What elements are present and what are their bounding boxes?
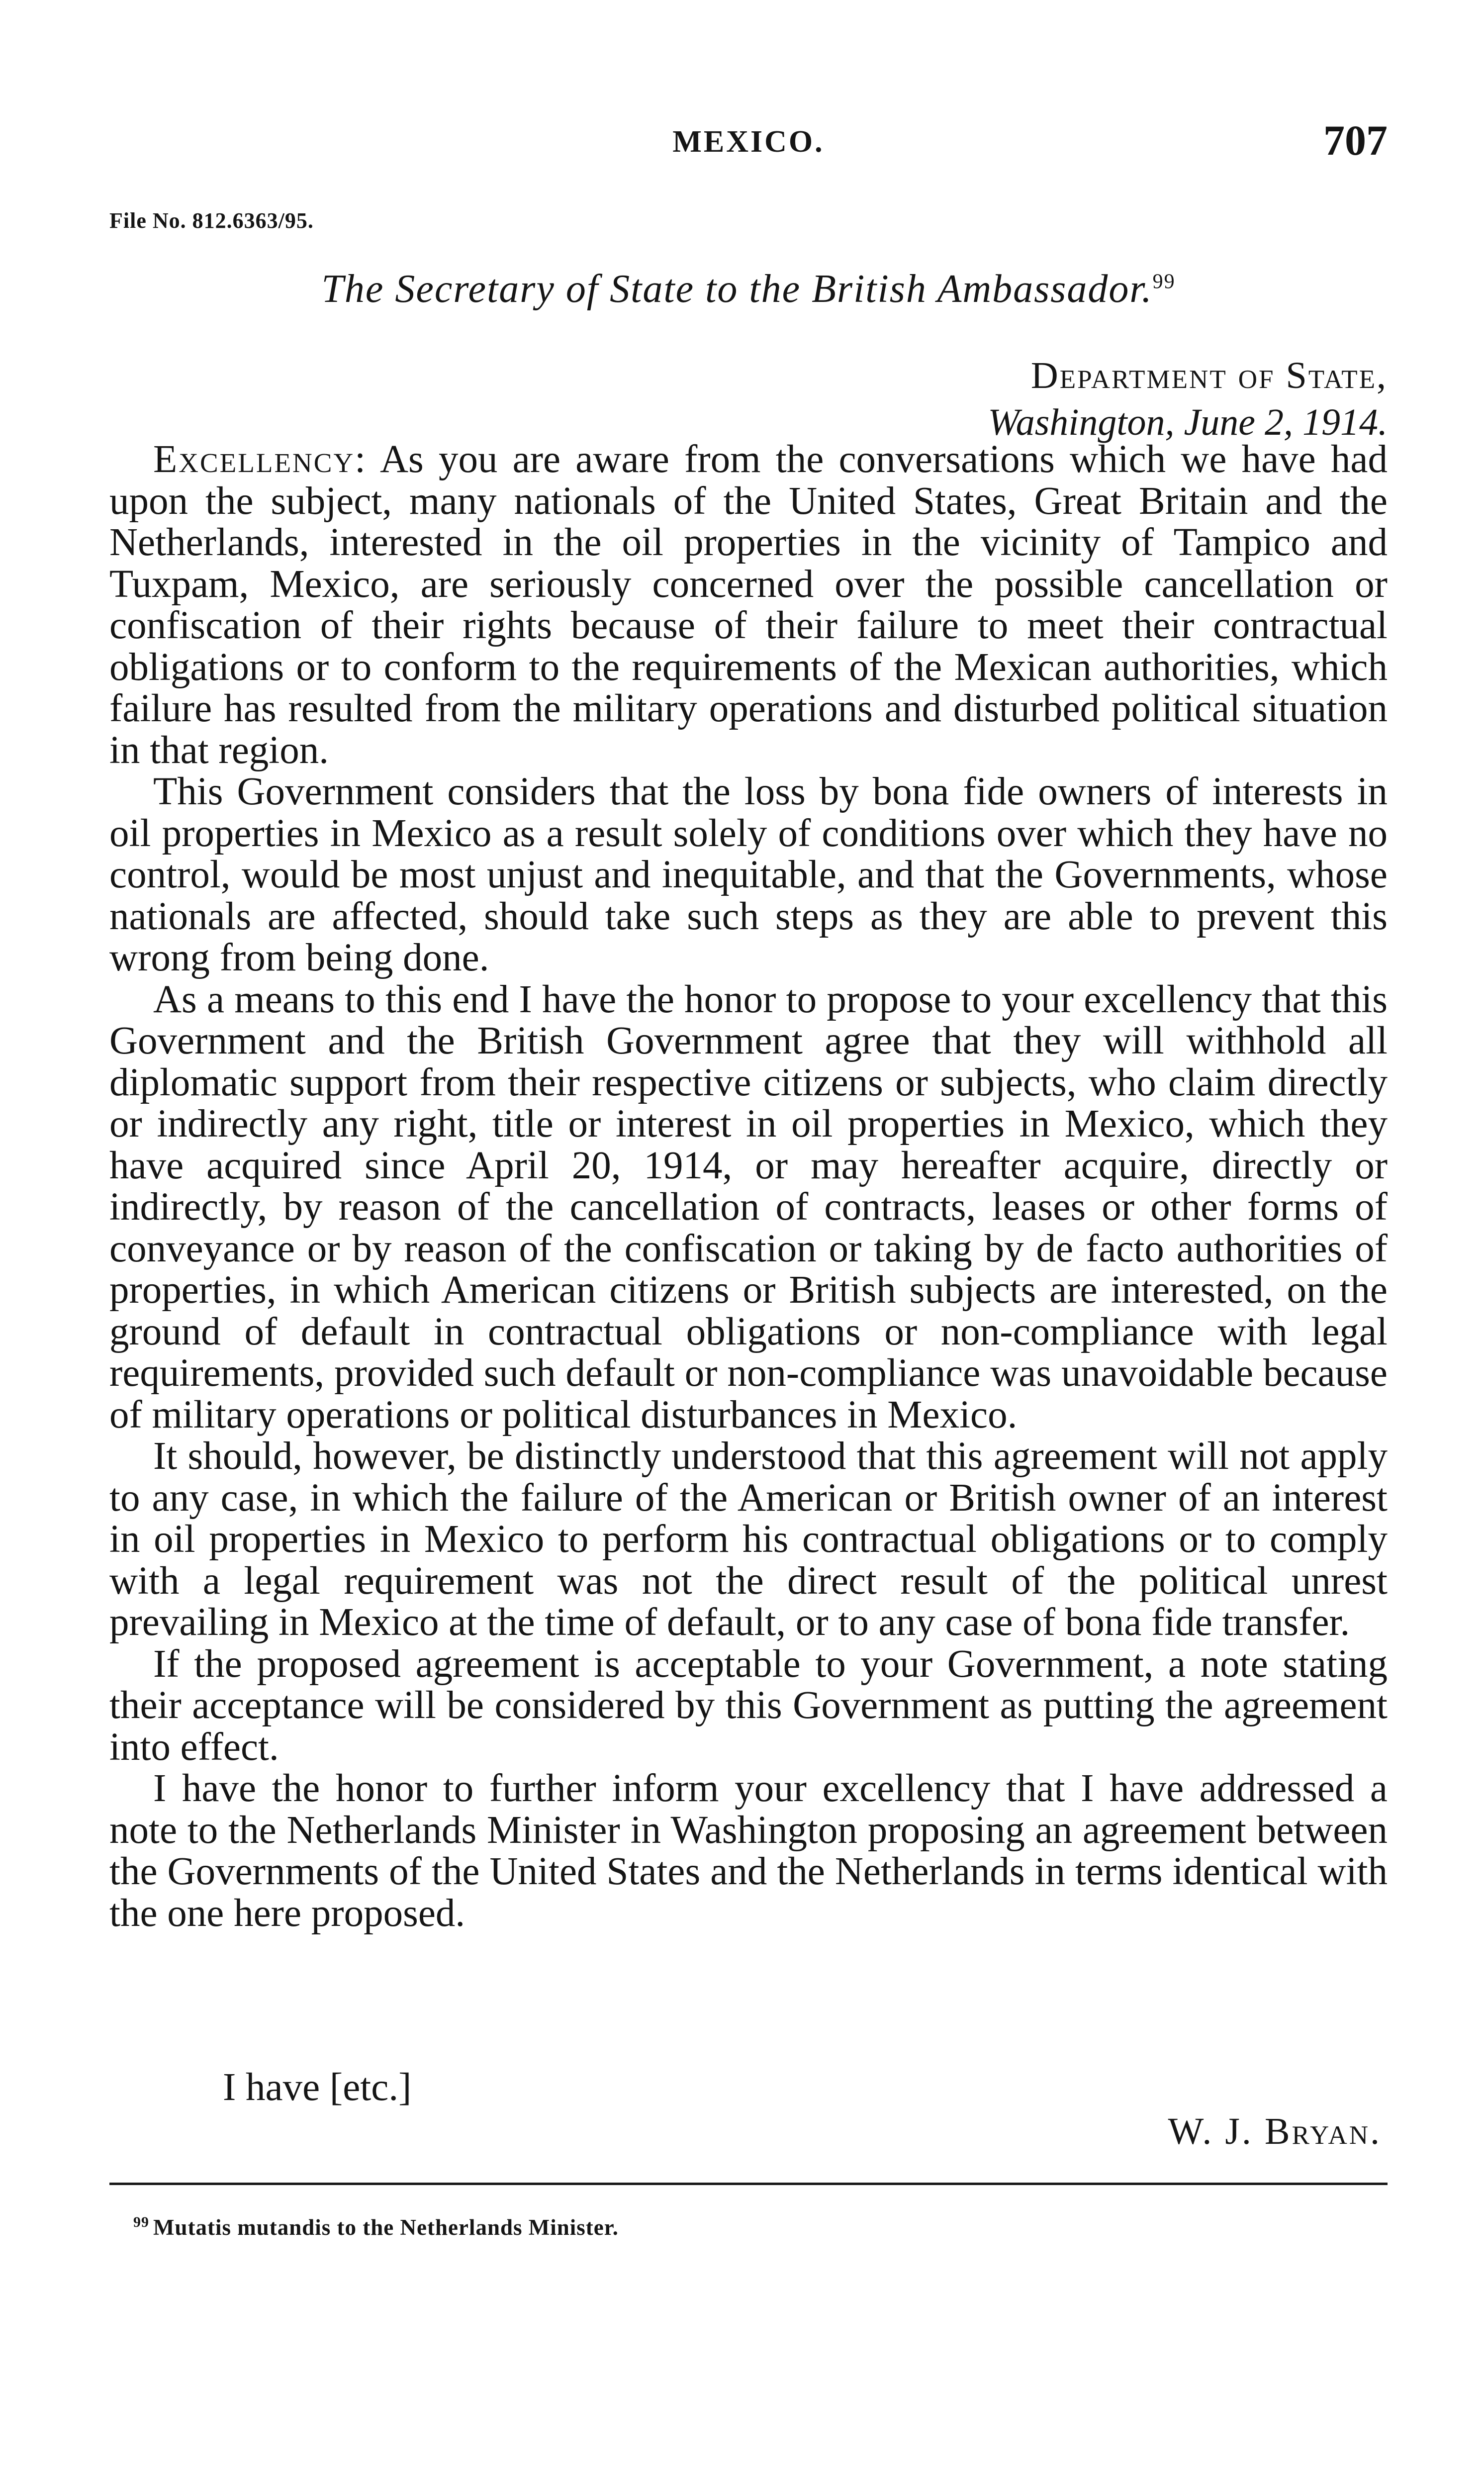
letter-paragraph-5: If the proposed agreement is acceptable to your Government, a note stating their acceptance will be considered by this Government as putting the agreement into effect. — [109, 1642, 1388, 1769]
signature: W. J. Bryan. — [1168, 2110, 1382, 2152]
footnote-divider — [109, 2183, 1388, 2185]
page-number: 707 — [1323, 116, 1388, 164]
document-title-text: The Secretary of State to the British Ambassador. — [321, 267, 1153, 311]
letter-paragraph-4: It should, however, be distinctly understood that this agreement will not apply to any case, in which the failure of the American or British owner of an interest in oil properties in Mexico to perform his contractual obligations or to comply with a legal requirement was not the direct result of the political unrest prevailing in Mexico at the time of default, or to any case of bona fide transfer. — [109, 1435, 1388, 1644]
title-footnote-ref: 99 — [1152, 270, 1176, 293]
dateline-department: Department of State, — [1030, 355, 1388, 396]
closing: I have [etc.] — [223, 2066, 412, 2109]
dateline — [988, 352, 1388, 446]
file-number: File No. 812.6363/95. — [109, 208, 314, 233]
dateline-place-date: Washington, June 2, 1914. — [988, 401, 1388, 443]
running-head — [109, 115, 1388, 170]
document-title — [109, 267, 1388, 312]
footnote — [133, 2214, 619, 2240]
letter-paragraph-2: This Government considers that the loss by bona fide owners of interests in oil properties in Mexico as a result solely of conditions over which they have no control, would be most unjust and inequitable, and that the Governments, whose nationals are affected, should take such steps as they are able to prevent this wrong from being done. — [109, 770, 1388, 979]
footnote-number: 99 — [133, 2214, 149, 2230]
salutation: Excellency: — [153, 438, 368, 481]
section-title: MEXICO. — [672, 125, 825, 159]
footnote-text: Mutatis mutandis to the Netherlands Minister. — [153, 2215, 619, 2240]
letter-paragraph-3: As a means to this end I have the honor to propose to your excellency that this Government and the British Government agree that they will withhold all diplomatic support from their respective citizens or subjects, who claim directly or indirectly any right, title or interest in oil properties in Mexico, which they have acquired since April 20, 1914, or may hereafter acquire, directly or indirectly, by reason of the cancellation of contracts, leases or other forms of conveyance or by reason of the confiscation or taking by de facto authorities of properties, in which American citizens or British subjects are interested, on the ground of default in contractual obligations or non-compliance with legal requirements, provided such default or non-compliance was unavoidable because of military operations or political disturbances in Mexico. — [109, 977, 1388, 1436]
paragraph-1-text: As you are aware from the conversations which we have had upon the subject, many nationals of the United States, Great Britain and the Netherlands, interested in the oil properties in the vicinity of Tampico and Tuxpam, Mexico, are seriously concerned over the possible cancellation or confiscation of their rights because of their failure to meet their contractual obligations or to conform to the requirements of the Mexican authorities, which failure has resulted from the military operations and disturbed political situation in that region. — [109, 438, 1388, 772]
letter-body — [109, 439, 1388, 1934]
letter-paragraph-1 — [109, 439, 1388, 771]
letter-paragraph-6: I have the honor to further inform your excellency that I have addressed a note to the Netherlands Minister in Washington proposing an agreement between the Governments of the United States and the Netherlands in terms identical with the one here proposed. — [109, 1767, 1388, 1935]
